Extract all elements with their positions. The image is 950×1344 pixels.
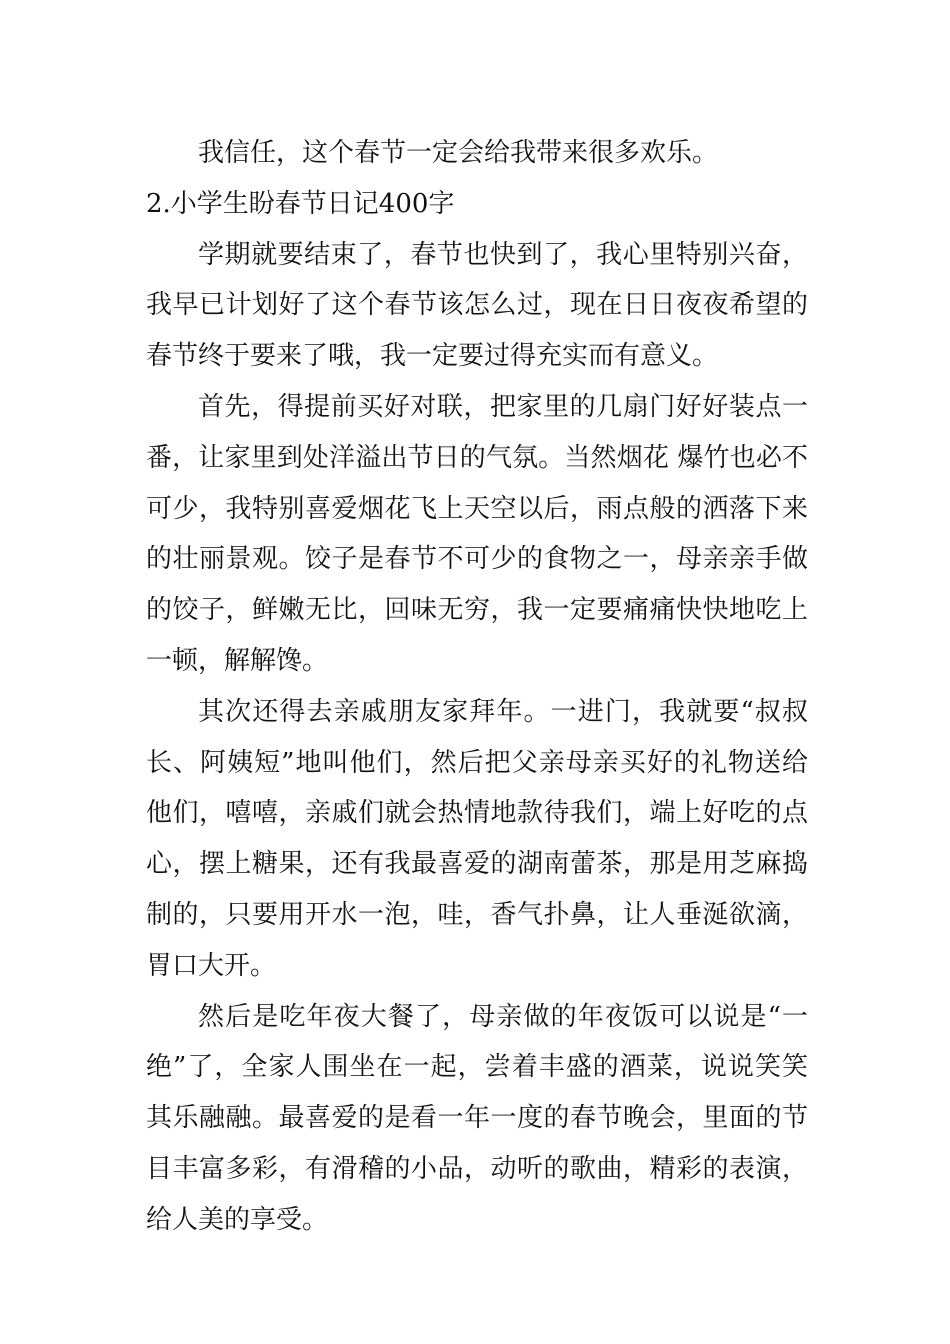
text-line: 的壮丽景观。饺子是春节不可少的食物之一，母亲亲手做 (146, 544, 808, 575)
text-line: 其乐融融。最喜爱的是看一年一度的春节晚会，里面的节 (146, 1103, 808, 1134)
text-line: 胃口大开。 (146, 950, 277, 981)
text-line: 番，让家里到处洋溢出节日的气氛。当然烟花 爆竹也必不 (146, 442, 808, 473)
text-line: 长、阿姨短”地叫他们，然后把父亲母亲买好的礼物送给 (146, 747, 808, 778)
document-body (146, 128, 808, 1246)
text-line: 可少，我特别喜爱烟花飞上天空以后，雨点般的洒落下来 (146, 493, 808, 524)
text-line: 给人美的享受。 (146, 1204, 329, 1235)
text-line: 制的，只要用开水一泡，哇，香气扑鼻，让人垂涎欲滴， (146, 899, 808, 930)
text-line: 心，摆上糖果，还有我最喜爱的湖南蕾茶，那是用芝麻捣 (146, 849, 808, 880)
text-line: 目丰富多彩，有滑稽的小品，动听的歌曲，精彩的表演， (146, 1153, 808, 1184)
text-line: 我信任，这个春节一定会给我带来很多欢乐。 (198, 138, 719, 168)
text-line: 然后是吃年夜大餐了，母亲做的年夜饭可以说是“一 (198, 1001, 808, 1032)
text-line: 我早已计划好了这个春节该怎么过，现在日日夜夜希望的 (146, 290, 808, 321)
text-line: 首先，得提前买好对联，把家里的几扇门好好装点一 (198, 391, 808, 422)
text-line: 其次还得去亲戚朋友家拜年。一进门，我就要“叔叔 (198, 696, 808, 727)
text-line: 春节终于要来了哦，我一定要过得充实而有意义。 (146, 341, 719, 372)
text-line: 绝”了，全家人围坐在一起，尝着丰盛的酒菜，说说笑笑 (146, 1052, 808, 1083)
text-line: 学期就要结束了，春节也快到了，我心里特别兴奋， (198, 239, 808, 270)
section-heading: 2.小学生盼春节日记400字 (146, 188, 455, 219)
text-line: 他们，嘻嘻，亲戚们就会热情地款待我们，端上好吃的点 (146, 798, 808, 829)
text-line: 一顿，解解馋。 (146, 645, 329, 676)
text-line: 的饺子，鲜嫩无比，回味无穷，我一定要痛痛快快地吃上 (146, 595, 808, 626)
